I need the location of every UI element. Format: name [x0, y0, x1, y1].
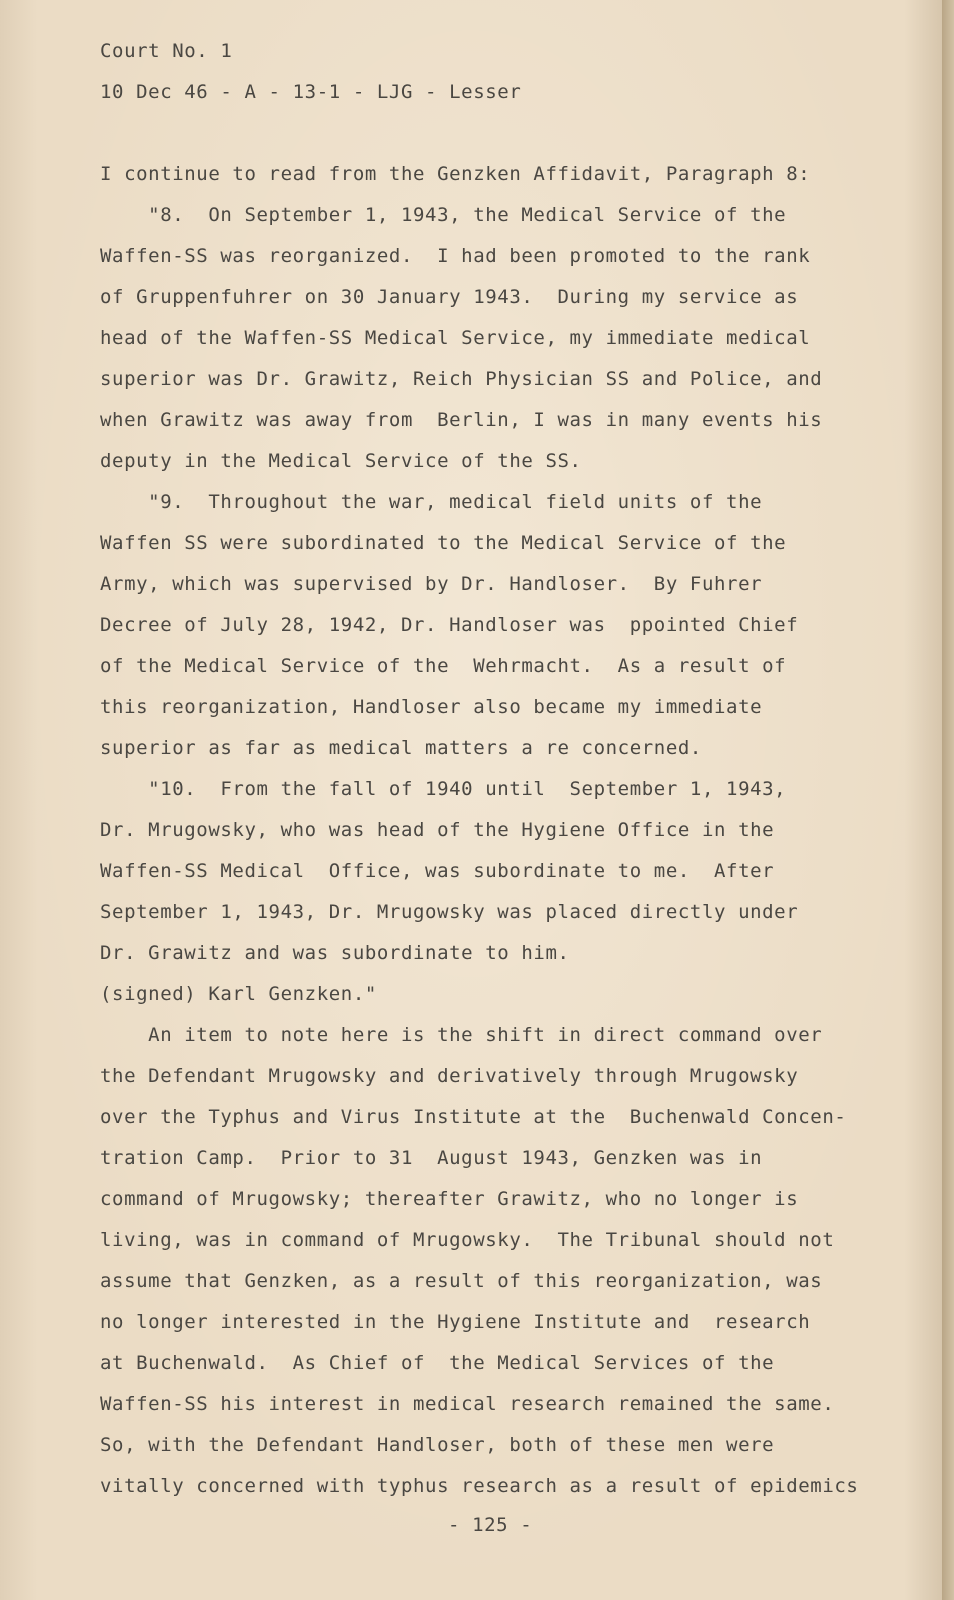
text-line: September 1, 1943, Dr. Mrugowsky was placed directly under [100, 901, 799, 923]
text-line: Waffen-SS was reorganized. I had been promoted to the rank [100, 245, 811, 267]
text-line: "9. Throughout the war, medical field units of the [100, 491, 763, 513]
text-line: I continue to read from the Genzken Affidavit, Paragraph 8: [100, 163, 811, 185]
page-edge [942, 0, 954, 1600]
text-line: Waffen SS were subordinated to the Medical Service of the [100, 532, 787, 554]
text-line: deputy in the Medical Service of the SS. [100, 450, 582, 472]
text-line: Dr. Grawitz and was subordinate to him. [100, 942, 570, 964]
text-line: of Gruppenfuhrer on 30 January 1943. During my service as [100, 286, 799, 308]
text-line: So, with the Defendant Handloser, both of these men were [100, 1434, 775, 1456]
page-number: - 125 - [448, 1514, 533, 1536]
text-line: tration Camp. Prior to 31 August 1943, Genzken was in [100, 1147, 763, 1169]
text-line: the Defendant Mrugowsky and derivatively through Mrugowsky [100, 1065, 799, 1087]
text-line: "10. From the fall of 1940 until September 1, 1943, [100, 778, 787, 800]
text-line: living, was in command of Mrugowsky. The Tribunal should not [100, 1229, 835, 1251]
text-line: Waffen-SS Medical Office, was subordinate to me. After [100, 860, 775, 882]
header-court: Court No. 1 [100, 40, 233, 62]
text-line: assume that Genzken, as a result of this reorganization, was [100, 1270, 823, 1292]
text-line: superior as far as medical matters a re concerned. [100, 737, 702, 759]
text-line: over the Typhus and Virus Institute at the Buchenwald Concen- [100, 1106, 847, 1128]
signature-line: (signed) Karl Genzken." [100, 983, 377, 1005]
text-line: at Buchenwald. As Chief of the Medical Services of the [100, 1352, 775, 1374]
text-line: Waffen-SS his interest in medical research remained the same. [100, 1393, 835, 1415]
text-line: Dr. Mrugowsky, who was head of the Hygiene Office in the [100, 819, 775, 841]
text-line: An item to note here is the shift in direct command over [100, 1024, 823, 1046]
text-line: no longer interested in the Hygiene Institute and research [100, 1311, 811, 1333]
text-line: superior was Dr. Grawitz, Reich Physician SS and Police, and [100, 368, 823, 390]
text-line: when Grawitz was away from Berlin, I was in many events his [100, 409, 823, 431]
text-line: Army, which was supervised by Dr. Handloser. By Fuhrer [100, 573, 763, 595]
text-line: of the Medical Service of the Wehrmacht. As a result of [100, 655, 787, 677]
text-line: head of the Waffen-SS Medical Service, my immediate medical [100, 327, 811, 349]
text-line: this reorganization, Handloser also became my immediate [100, 696, 763, 718]
header-session: 10 Dec 46 - A - 13-1 - LJG - Lesser [100, 81, 522, 103]
text-line: Decree of July 28, 1942, Dr. Handloser was ppointed Chief [100, 614, 799, 636]
text-line: command of Mrugowsky; thereafter Grawitz, who no longer is [100, 1188, 799, 1210]
text-line: vitally concerned with typhus research as a result of epidemics [100, 1475, 859, 1497]
text-line: "8. On September 1, 1943, the Medical Service of the [100, 204, 787, 226]
